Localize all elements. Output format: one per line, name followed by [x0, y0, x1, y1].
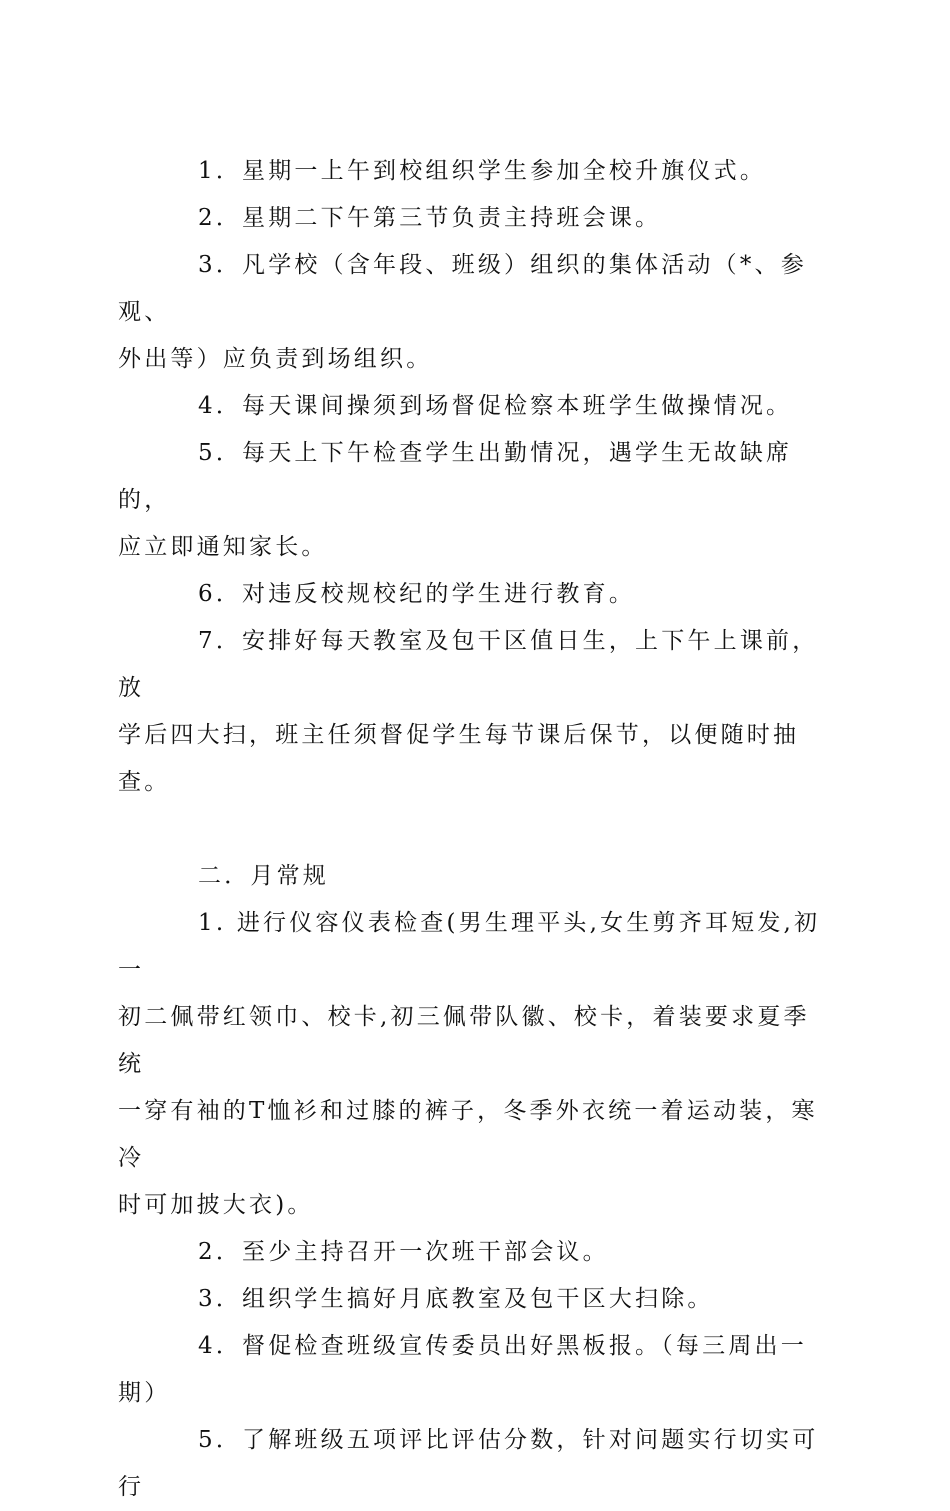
monthly-item-1	[118, 900, 834, 1229]
text-line: 初二佩带红领巾、校卡,初三佩带队徽、校卡，着装要求夏季统	[118, 1004, 810, 1077]
text-line: 5．了解班级五项评比评估分数，针对问题实行切实可行	[118, 1427, 819, 1500]
heading-text: 二．月常规	[198, 863, 329, 889]
monthly-item-3	[118, 1276, 834, 1323]
weekly-item-4	[118, 383, 834, 430]
text-line: 7．安排好每天教室及包干区值日生，上下午上课前，放	[118, 628, 819, 701]
weekly-item-6	[118, 571, 834, 618]
text-line: 3．组织学生搞好月底教室及包干区大扫除。	[198, 1286, 714, 1312]
section-heading	[118, 853, 834, 900]
text-line: 学后四大扫，班主任须督促学生每节课后保节，以便随时抽查。	[118, 722, 800, 795]
text-line: 1. 进行仪容仪表检查(男生理平头,女生剪齐耳短发,初一	[118, 910, 821, 983]
text-line: 一穿有袖的T恤衫和过膝的裤子，冬季外衣统一着运动装，寒冷	[118, 1098, 818, 1171]
text-line: 外出等）应负责到场组织。	[118, 346, 433, 372]
text-line: 5．每天上下午检查学生出勤情况，遇学生无故缺席的，	[118, 440, 793, 513]
weekly-item-5	[118, 430, 834, 571]
text-line: 期）	[118, 1380, 171, 1406]
monthly-item-5	[118, 1417, 834, 1511]
monthly-item-2	[118, 1229, 834, 1276]
text-line: 3．凡学校（含年段、班级）组织的集体活动（*、参观、	[118, 252, 807, 325]
document-body	[118, 148, 834, 1511]
text-line: 6．对违反校规校纪的学生进行教育。	[198, 581, 636, 607]
text-line: 时可加披大衣)。	[118, 1192, 314, 1218]
monthly-item-4	[118, 1323, 834, 1417]
weekly-item-3	[118, 242, 834, 383]
weekly-item-2	[118, 195, 834, 242]
blank-line	[118, 806, 834, 853]
text-line: 4．每天课间操须到场督促检察本班学生做操情况。	[198, 393, 793, 419]
text-line: 4．督促检查班级宣传委员出好黑板报。（每三周出一	[198, 1333, 807, 1359]
text-line: 1．星期一上午到校组织学生参加全校升旗仪式。	[198, 158, 767, 184]
weekly-item-7	[118, 618, 834, 806]
text-line: 2．至少主持召开一次班干部会议。	[198, 1239, 609, 1265]
weekly-item-1	[118, 148, 834, 195]
text-line: 应立即通知家长。	[118, 534, 328, 560]
text-line: 2．星期二下午第三节负责主持班会课。	[198, 205, 662, 231]
